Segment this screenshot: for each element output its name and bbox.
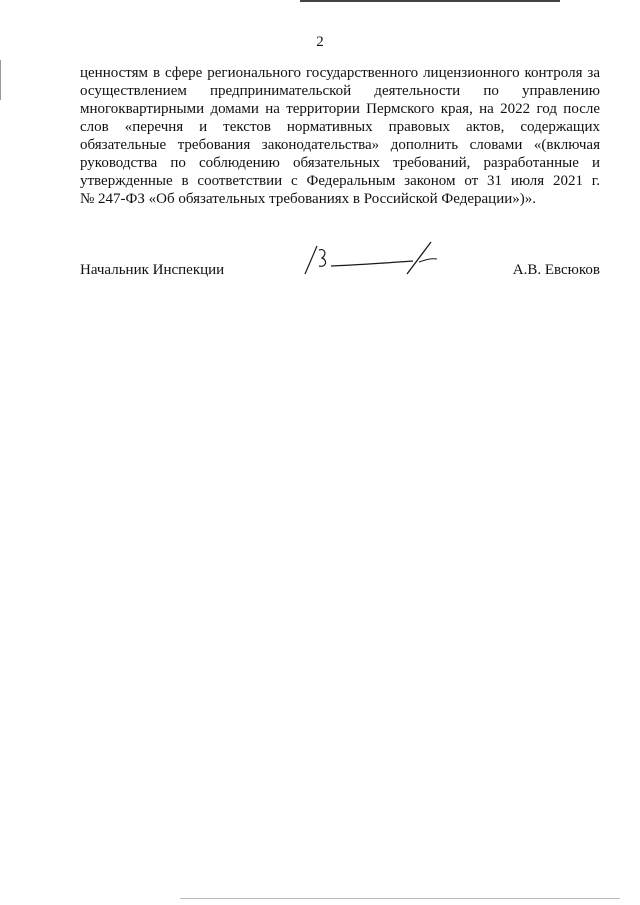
body-line: ценностям в сфере регионального государственного лицензионного контроля за <box>80 65 600 81</box>
signer-name: А.В. Евсюков <box>512 262 600 278</box>
body-line: слов «перечня и текстов нормативных правовых актов, содержащих <box>80 119 600 135</box>
scan-edge-top <box>300 0 560 2</box>
page-number: 2 <box>316 34 324 50</box>
body-line: осуществлением предпринимательской деятельности по управлению <box>80 83 600 99</box>
scan-edge-bottom <box>180 898 620 899</box>
handwritten-signature <box>295 238 445 288</box>
body-line: № 247-ФЗ «Об обязательных требованиях в Российской Федерации»)». <box>80 191 536 207</box>
body-paragraph <box>80 64 600 208</box>
body-line: обязательные требования законодательства» дополнить словами «(включая <box>80 137 600 153</box>
signer-position: Начальник Инспекции <box>80 262 225 278</box>
body-line: многоквартирными домами на территории Пермского края, на 2022 год после <box>80 101 600 117</box>
body-line: утвержденные в соответствии с Федеральным законом от 31 июля 2021 г. <box>80 173 600 189</box>
body-line: руководства по соблюдению обязательных требований, разработанные и <box>80 155 600 171</box>
scan-edge-left <box>0 60 1 100</box>
